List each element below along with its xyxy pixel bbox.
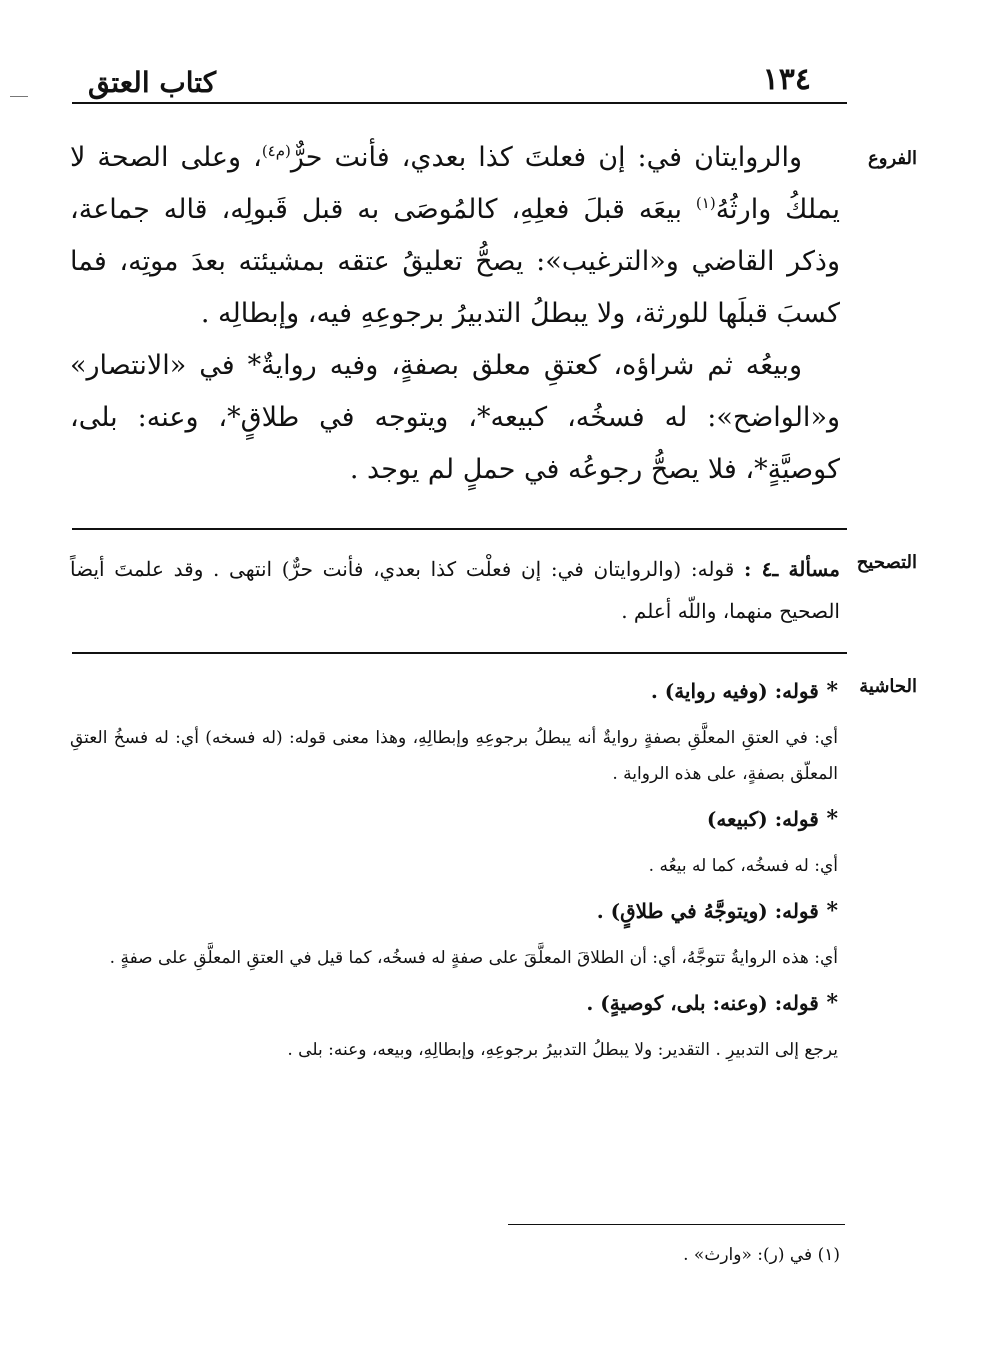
- section-rule-2: [72, 652, 847, 654]
- hashiya-body: أي: هذه الروايةُ تتوجَّهُ، أي: أن الطلاقَ المعلَّقَ على صفةٍ له فسخُه، كما قيل في العتقِ المعلَّقِ على صفةٍ .: [109, 948, 838, 968]
- hashiya-quote: * قوله: (كبيعه): [706, 806, 838, 832]
- footnote: (١) في (ر): «وارث» .: [683, 1245, 840, 1265]
- asterisk-icon: *: [818, 898, 838, 924]
- section-label-tashih: التصحيح: [856, 552, 917, 573]
- hashiya-entry: [70, 988, 840, 1068]
- hashiya-quote: * قوله: (وفيه رواية) .: [650, 678, 838, 704]
- hashiya-entry: [70, 676, 840, 792]
- correction-issue-label: مسألة ـ٤ :: [743, 557, 840, 581]
- main-paragraph-1: والروايتان في: إن فعلتَ كذا بعدي، فأنت حرٌّ$^{(م٤)}$، وعلى الصحة لا يملكُ وارثُهُ$^{(١)}$ بيعَه قبلَ فعلِهِ، كالمُوصَى به قبل قَبولِه، قاله جماعة، وذكر القاضي و«الترغيب»: يصحُّ تعليقُ عتقه بمشيئته بعدَ موتِه، فما كسبَ قبلَها للورثة، ولا يبطلُ التدبيرُ برجوعِهِ فيه، وإبطالِه .: [70, 142, 840, 329]
- section-rule-1: [72, 528, 847, 530]
- footnote-ref-m4: (م٤): [261, 142, 291, 160]
- hashiya-entry: [70, 804, 840, 884]
- margin-mark: [10, 96, 28, 97]
- hashiya-body: يرجع إلى التدبيرِ . التقدير: ولا يبطلُ التدبيرُ برجوعِهِ، وإبطالِهِ، وبيعه، وعنه: بلى .: [287, 1040, 838, 1060]
- hashiya-list: [70, 676, 840, 1080]
- page-number: ١٣٤: [762, 62, 811, 97]
- hashiya-body: أي: له فسخُه، كما له بيعُه .: [648, 856, 838, 876]
- hashiya-entry: [70, 896, 840, 976]
- section-label-furu: الفروع: [868, 148, 917, 169]
- section-label-hashiya: الحاشية: [859, 676, 917, 697]
- footnote-ref-1: (١): [695, 194, 716, 212]
- hashiya-body: أي: في العتقِ المعلَّقِ بصفةٍ روايةٌ أنه يبطلُ برجوعِهِ وإبطالِهِ، وهذا معنى قوله: (له فسخه) أي: له فسخُ العتقِ المعلّق بصفةٍ، على هذه الرواية .: [70, 728, 838, 784]
- footnote-rule: [508, 1224, 845, 1225]
- correction-body: قوله: (والروايتان في: إن فعلْت كذا بعدي، فأنت حرٌّ) انتهى . وقد علمتَ أيضاً الصحيح منهما، واللّه أعلم .: [70, 557, 840, 623]
- header-rule: [72, 102, 847, 104]
- hashiya-quote: * قوله: (ويتوجَّهُ في طلاقٍ) .: [596, 898, 838, 924]
- main-paragraph-2: وبيعُه ثم شراؤه، كعتقِ معلق بصفةٍ، وفيه روايةٌ* في «الانتصار» و«الواضح»: له فسخُه، كبيعه*، ويتوجه في طلاقٍ*، وعنه: بلى، كوصيَّةٍ*، فلا يصحُّ رجوعُه في حملٍ لم يوجد .: [70, 350, 840, 485]
- asterisk-icon: *: [818, 806, 838, 832]
- running-header-title: كتاب العتق: [88, 66, 217, 99]
- asterisk-icon: *: [818, 678, 838, 704]
- correction-text: [70, 548, 840, 632]
- asterisk-icon: *: [818, 990, 838, 1016]
- main-text: [70, 132, 840, 496]
- hashiya-quote: * قوله: (وعنه: بلى، كوصيةٍ) .: [586, 990, 838, 1016]
